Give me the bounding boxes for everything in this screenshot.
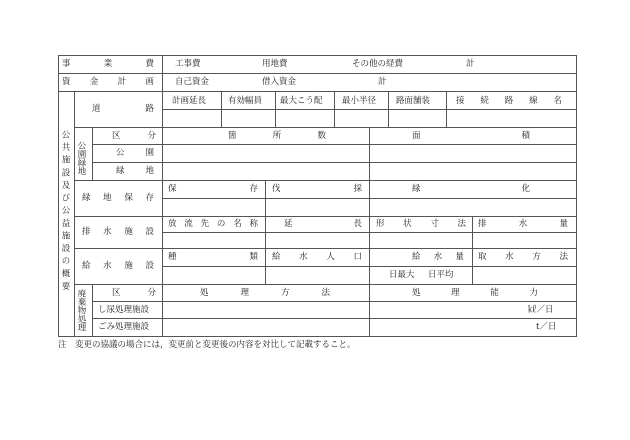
form-note: 注 変更の協議の場合には，変更前と変更後の内容を対比して記載すること。: [58, 340, 356, 350]
water-label: 給 水 施 設: [82, 261, 154, 271]
water-value-1[interactable]: [265, 266, 370, 285]
road-col-radius: 最小半径: [342, 96, 377, 106]
park-header-kubun: 区 分: [112, 131, 156, 141]
overview-label: 公共施設及び公益施設の概要: [60, 130, 70, 290]
road-col-length: 計画延長: [172, 96, 207, 106]
road-value-0[interactable]: [162, 109, 222, 128]
drainage-value-2[interactable]: [369, 232, 473, 249]
waste-row-0-unit: ㎘／日: [528, 305, 554, 315]
drainage-label: 排 水 施 設: [82, 227, 154, 237]
road-value-4[interactable]: [388, 109, 447, 128]
funding-item-own: 自己資金: [175, 77, 210, 87]
park-header-count: 箇 所 数: [228, 131, 326, 141]
waste-header-capacity: 処 理 能 力: [412, 288, 538, 298]
road-value-3[interactable]: [334, 109, 389, 128]
park-row-green-area[interactable]: [369, 162, 577, 181]
road-col-gradient: 最大こう配: [280, 96, 323, 106]
park-row-green: 緑 地: [116, 166, 154, 176]
funding-item-total: 計: [378, 77, 387, 87]
park-header-area: 面 積: [412, 131, 530, 141]
cost-item-total: 計: [466, 59, 475, 69]
waste-row-0-label: し尿処理施設: [98, 305, 150, 315]
waste-row-1-label: ごみ処理施設: [98, 322, 150, 332]
cost-item-construction: 工事費: [175, 59, 201, 69]
waste-group-label: 廃棄物処理: [76, 289, 86, 332]
park-group-label: 公園緑地: [76, 141, 86, 175]
water-daily-max: 日最大: [389, 270, 415, 280]
funding-item-borrowed: 借入資金: [262, 77, 297, 87]
water-daily-avg: 日平均: [428, 270, 454, 280]
park-row-green-count[interactable]: [162, 162, 370, 181]
water-value-3[interactable]: [472, 266, 577, 285]
water-col-intake: 取 水 方 法: [478, 252, 568, 262]
green-pres-col-cut: 伐 採: [272, 184, 362, 194]
road-col-connecting: 接 続 路 線 名: [456, 96, 562, 106]
road-col-width: 有効幅員: [228, 96, 263, 106]
drainage-value-1[interactable]: [265, 232, 370, 249]
water-col-type: 種 類: [168, 252, 258, 262]
road-label: 道 路: [92, 104, 154, 114]
green-pres-value-1[interactable]: [265, 198, 370, 217]
green-pres-col-preserve: 保 存: [168, 184, 258, 194]
road-col-pavement: 路面舗装: [396, 96, 431, 106]
funding-label: 資 金 計 画: [62, 77, 154, 87]
park-row-park-count[interactable]: [162, 144, 370, 163]
green-pres-value-2[interactable]: [369, 198, 577, 217]
waste-header-method: 処 理 方 法: [200, 288, 330, 298]
waste-header-kubun: 区 分: [112, 288, 156, 298]
green-pres-col-greening: 緑 化: [412, 184, 530, 194]
park-row-park: 公 園: [116, 148, 154, 158]
drainage-value-3[interactable]: [472, 232, 577, 249]
park-row-park-area[interactable]: [369, 144, 577, 163]
cost-item-land: 用地費: [262, 59, 288, 69]
water-col-population: 給 水 人 口: [272, 252, 362, 262]
water-col-amount: 給 水 量: [412, 252, 464, 262]
water-value-0[interactable]: [162, 266, 266, 285]
drainage-col-shape: 形 状 寸 法: [376, 219, 466, 229]
waste-row-1-unit: t／日: [536, 322, 557, 332]
drainage-col-length: 延 長: [284, 219, 362, 229]
drainage-col-volume: 排 水 量: [478, 219, 568, 229]
waste-row-0-method[interactable]: [162, 301, 370, 319]
green-preservation-label: 緑 地 保 存: [82, 193, 154, 203]
road-value-5[interactable]: [446, 109, 577, 128]
water-value-2[interactable]: [369, 266, 473, 285]
drainage-col-outlet: 放 流 先 の 名 称: [168, 219, 258, 229]
cost-label: 事 業 費: [62, 59, 154, 69]
road-value-2[interactable]: [275, 109, 335, 128]
cost-item-other: その他の経費: [352, 59, 404, 69]
funding-values-cell[interactable]: [162, 73, 577, 92]
green-pres-value-0[interactable]: [162, 198, 266, 217]
road-value-1[interactable]: [221, 109, 276, 128]
drainage-value-0[interactable]: [162, 232, 266, 249]
waste-row-1-method[interactable]: [162, 318, 370, 337]
